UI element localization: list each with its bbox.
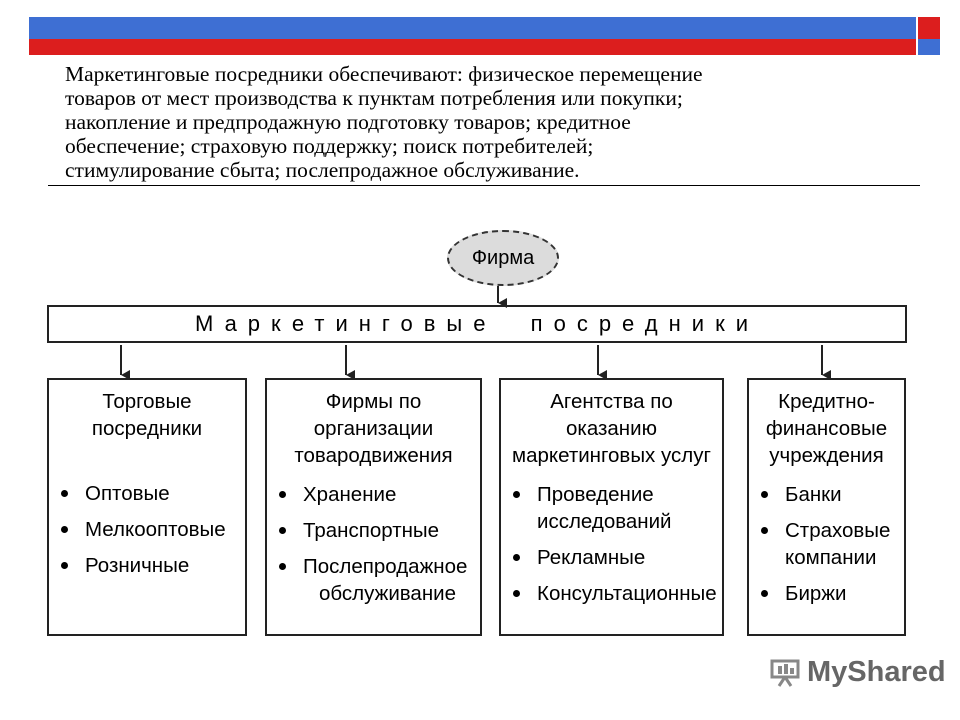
list-item <box>49 552 245 579</box>
category-box-marketing-agencies <box>499 378 724 636</box>
category-box-financial-institutions <box>747 378 906 636</box>
intro-line: Маркетинговые посредники обеспечивают: физическое перемещение <box>65 62 703 86</box>
list-item <box>749 481 904 508</box>
category-list <box>49 480 245 579</box>
category-title-line: оказанию <box>566 417 657 440</box>
intro-line: стимулирование сбыта; послепродажное обслуживание. <box>65 158 580 182</box>
intro-line: накопление и предпродажную подготовку товаров; кредитное <box>65 110 631 134</box>
bullet-icon <box>761 491 768 498</box>
item-text: Страховые <box>785 519 891 542</box>
bullet-icon <box>61 526 68 533</box>
item-text: Рекламные <box>537 546 646 569</box>
item-text: Мелкооптовые <box>85 518 226 541</box>
bullet-icon <box>513 590 520 597</box>
item-text: Розничные <box>85 554 190 577</box>
intro-line: товаров от мест производства к пунктам потребления или покупки; <box>65 86 683 110</box>
category-title-line: финансовые <box>765 417 888 440</box>
list-item <box>501 481 722 535</box>
list-item <box>49 480 245 507</box>
bullet-icon <box>513 554 520 561</box>
item-text: Биржи <box>785 582 847 605</box>
item-text: исследований <box>537 510 672 533</box>
presentation-icon <box>769 658 801 688</box>
item-text: Банки <box>785 483 842 506</box>
item-text: обслуживание <box>319 582 457 605</box>
category-list <box>749 481 904 607</box>
item-text: Транспортные <box>303 519 440 542</box>
item-text: Проведение <box>537 483 654 506</box>
category-box-distribution-firms <box>265 378 482 636</box>
item-text: Оптовые <box>85 482 170 505</box>
list-item <box>267 553 480 607</box>
item-text: компании <box>785 546 877 569</box>
category-title-line: маркетинговых услуг <box>512 444 711 467</box>
list-item <box>267 517 480 544</box>
bullet-icon <box>279 527 286 534</box>
category-title <box>749 388 904 469</box>
category-box-trade-intermediaries <box>47 378 247 636</box>
list-item <box>749 580 904 607</box>
bullet-icon <box>279 491 286 498</box>
firm-label: Фирма <box>471 246 535 269</box>
item-text: Хранение <box>303 483 397 506</box>
bullet-icon <box>61 562 68 569</box>
category-title-line: организации <box>313 417 434 440</box>
list-item <box>501 544 722 571</box>
intermediaries-label: Маркетинговые посредники <box>195 311 759 336</box>
category-title-line: Фирмы по <box>325 390 422 413</box>
intro-line: обеспечение; страховую поддержку; поиск потребителей; <box>65 134 594 158</box>
category-title-line: посредники <box>91 417 203 440</box>
item-text: Консультационные <box>537 582 717 605</box>
item-text: Послепродажное <box>303 555 468 578</box>
category-list <box>501 481 722 607</box>
list-item <box>267 481 480 508</box>
bullet-icon <box>761 590 768 597</box>
category-list <box>267 481 480 607</box>
category-title <box>501 388 722 469</box>
watermark-text: MyShared <box>807 656 946 688</box>
category-title <box>267 388 480 469</box>
category-title-line: Торговые <box>102 390 192 413</box>
bullet-icon <box>279 563 286 570</box>
category-title <box>49 388 245 442</box>
list-item <box>49 516 245 543</box>
category-title-line: Агентства по <box>550 390 673 413</box>
category-title-line: учреждения <box>769 444 884 467</box>
list-item <box>749 517 904 571</box>
category-title-line: Кредитно- <box>778 390 875 413</box>
list-item <box>501 580 722 607</box>
bullet-icon <box>61 490 68 497</box>
category-title-line: товародвижения <box>294 444 453 467</box>
bullet-icon <box>761 527 768 534</box>
myshared-logo <box>769 656 946 689</box>
bullet-icon <box>513 491 520 498</box>
